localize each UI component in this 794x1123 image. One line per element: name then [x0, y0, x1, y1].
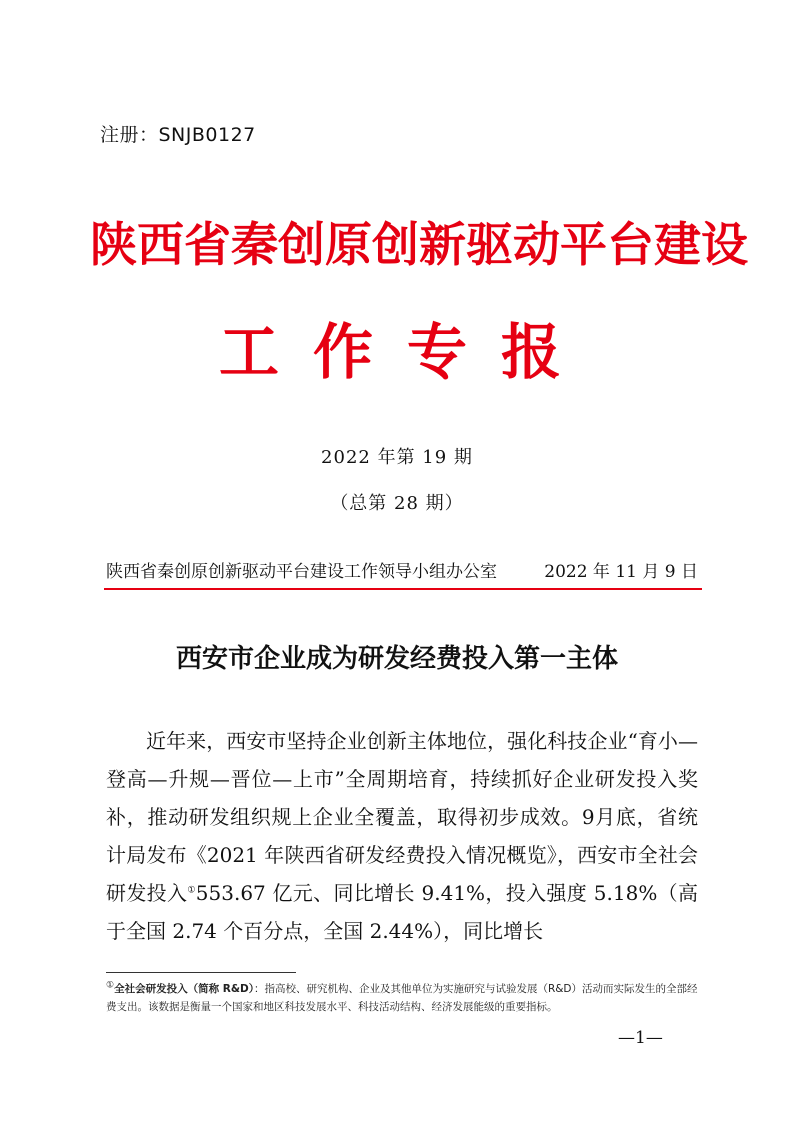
issue-total: （总第 28 期） — [330, 493, 464, 514]
issue-number: 2022 年第 19 期 — [321, 447, 473, 468]
issuer-office: 陕西省秦创原创新驱动平台建设工作领导小组办公室 — [106, 562, 497, 582]
article-title: 西安市企业成为研发经费投入第一主体 — [175, 644, 618, 674]
red-divider — [104, 588, 702, 590]
footnote-reference: ① — [187, 885, 196, 896]
article-paragraph — [106, 722, 698, 950]
registration-number: 注册：SNJB0127 — [100, 124, 256, 146]
footnote-mark: ① — [106, 980, 115, 991]
page-number: —1— — [618, 1028, 663, 1048]
publication-subtitle: 工作专报 — [219, 318, 595, 388]
footnote-term: 全社会研发投入（简称 R&D） — [114, 983, 254, 995]
paragraph-text-2: 553.67 亿元、同比增长 9.41%，投入强度 5.18%（高于全国 2.74 个百分点，全国 2.44%），同比增长 — [106, 881, 699, 943]
footnote-text: ：指高校、研究机构、企业及其他单位为实施研究与试验发展（R&D）活动而实际发生的全部经费支出。该数据是衡量一个国家和地区科技发展水平、科技活动结构、经济发展能级的重要指标。 — [106, 983, 698, 1013]
publication-title: 陕西省秦创原创新驱动平台建设 — [90, 218, 748, 273]
issue-date: 2022 年 11 月 9 日 — [544, 562, 698, 582]
footnote — [106, 980, 698, 1016]
issuer-line — [106, 557, 698, 582]
footnote-divider — [106, 972, 296, 973]
paragraph-text-1: 近年来，西安市坚持企业创新主体地位，强化科技企业“育小—登高—升规—晋位—上市”全周期培育，持续抓好企业研发投入奖补，推动研发组织规上企业全覆盖，取得初步成效。9月底，省统计局发布《2021 年陕西省研发经费投入情况概览》，西安市全社会研发投入 — [106, 729, 698, 905]
